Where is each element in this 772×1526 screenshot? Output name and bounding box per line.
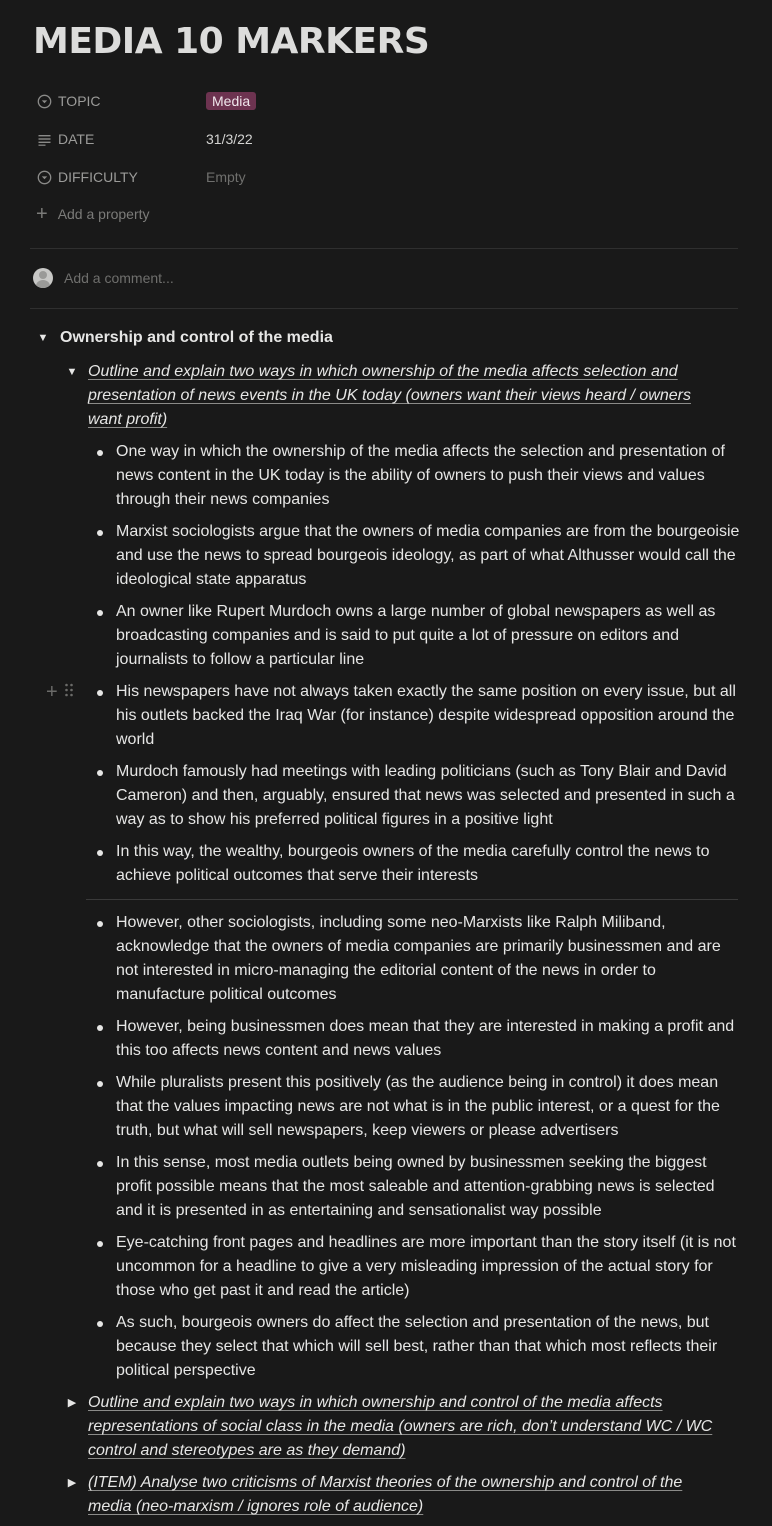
question-text[interactable]: (ITEM) Analyse two criticisms of Marxist theories of the ownership and control of the media (neo-marxism / ignores role of audience) xyxy=(88,1474,683,1515)
list-item[interactable]: As such, bourgeois owners do affect the selection and presentation of the news, but because they select that which will sell best, rather than that which most reflects their political perspective xyxy=(96,1311,740,1383)
property-difficulty-label: DIFFICULTY xyxy=(58,169,138,185)
toggle-heading[interactable] xyxy=(37,329,333,347)
property-date[interactable] xyxy=(36,126,253,152)
triangle-right-icon[interactable]: ▶ xyxy=(67,1397,77,1409)
property-difficulty-value[interactable]: Empty xyxy=(206,169,246,185)
property-date-label: DATE xyxy=(58,131,95,147)
bullet-list-group-1 xyxy=(96,440,740,896)
list-item[interactable]: One way in which the ownership of the media affects the selection and presentation of news content in the UK today is the ability of owners to push their views and values through their news companies xyxy=(96,440,740,512)
list-item[interactable]: An owner like Rupert Murdoch owns a large number of global newspapers as well as broadcasting companies and is said to put quite a lot of pressure on editors and journalists to follow a particular line xyxy=(96,600,740,672)
block-handle[interactable] xyxy=(46,682,74,702)
property-topic-value[interactable] xyxy=(206,92,256,110)
triangle-right-icon[interactable]: ▶ xyxy=(67,1477,77,1489)
plus-icon[interactable]: + xyxy=(46,681,58,703)
comment-input[interactable] xyxy=(33,268,174,288)
property-difficulty[interactable] xyxy=(36,164,246,190)
property-date-value[interactable]: 31/3/22 xyxy=(206,131,253,147)
list-item[interactable]: However, other sociologists, including some neo-Marxists like Ralph Miliband, acknowledge that the owners of media companies are primarily businessmen and are not interested in micro-managing the editorial content of the news in order to manufacture political outcomes xyxy=(96,911,740,1007)
property-topic[interactable] xyxy=(36,88,256,114)
plus-icon: + xyxy=(36,203,48,225)
question-text[interactable]: Outline and explain two ways in which ownership and control of the media affects representations of social class in the media (owners are rich, don’t understand WC / WC control and stereotypes are as they demand) xyxy=(88,1394,713,1459)
list-item[interactable]: Murdoch famously had meetings with leading politicians (such as Tony Blair and David Cameron) and then, arguably, ensured that news was selected and presented in such a way as to show his preferred political figures in a positive light xyxy=(96,760,740,832)
list-item[interactable]: However, being businessmen does mean that they are interested in making a profit and this too affects news content and news values xyxy=(96,1015,740,1063)
section-heading: Ownership and control of the media xyxy=(60,329,333,346)
list-item[interactable]: Eye-catching front pages and headlines are more important than the story itself (it is not uncommon for a headline to give a very misleading impression of the actual story for those who get past it and read the article) xyxy=(96,1231,740,1303)
text-lines-icon xyxy=(36,131,52,147)
select-circle-icon xyxy=(36,93,52,109)
avatar xyxy=(33,268,53,288)
drag-handle-icon[interactable] xyxy=(64,683,74,702)
question-text[interactable]: Outline and explain two ways in which ownership of the media affects selection and presentation of news events in the UK today (owners want their views heard / owners want profit) xyxy=(88,363,691,428)
property-date-name[interactable] xyxy=(36,131,206,147)
list-item[interactable]: In this way, the wealthy, bourgeois owners of the media carefully control the news to achieve political outcomes that serve their interests xyxy=(96,840,740,888)
page-title[interactable]: MEDIA 10 MARKERS xyxy=(33,21,430,62)
divider xyxy=(86,899,738,900)
list-item[interactable]: While pluralists present this positively (as the audience being in control) it does mean that the values impacting news are not what is in the public interest, or a quest for the truth, but what will sell newspapers, keep viewers or please advertisers xyxy=(96,1071,740,1143)
topic-tag-media[interactable]: Media xyxy=(206,92,256,110)
comment-placeholder: Add a comment... xyxy=(64,270,174,286)
list-item[interactable]: His newspapers have not always taken exactly the same position on every issue, but all his outlets backed the Iraq War (for instance) despite widespread opposition around the world xyxy=(96,680,740,752)
add-property-label: Add a property xyxy=(57,206,150,222)
divider xyxy=(30,248,738,249)
property-topic-name[interactable] xyxy=(36,93,206,109)
toggle-question-2[interactable] xyxy=(66,1391,726,1463)
add-property-button[interactable] xyxy=(36,204,150,224)
list-item[interactable]: Marxist sociologists argue that the owners of media companies are from the bourgeoisie and use the news to spread bourgeois ideology, as part of what Althusser would call the ideological state apparatus xyxy=(96,520,740,592)
divider xyxy=(30,308,738,309)
property-difficulty-name[interactable] xyxy=(36,169,206,185)
select-circle-icon xyxy=(36,169,52,185)
property-topic-label: TOPIC xyxy=(58,93,101,109)
toggle-question-1[interactable] xyxy=(66,360,726,432)
triangle-down-icon[interactable]: ▼ xyxy=(37,332,49,344)
bullet-list-group-2 xyxy=(96,911,740,1391)
triangle-down-icon[interactable]: ▼ xyxy=(66,366,78,378)
toggle-question-3[interactable] xyxy=(66,1471,726,1519)
list-item[interactable]: In this sense, most media outlets being owned by businessmen seeking the biggest profit possible means that the most saleable and attention-grabbing news is selected and it is presented in as entertaining and sensationalist way possible xyxy=(96,1151,740,1223)
